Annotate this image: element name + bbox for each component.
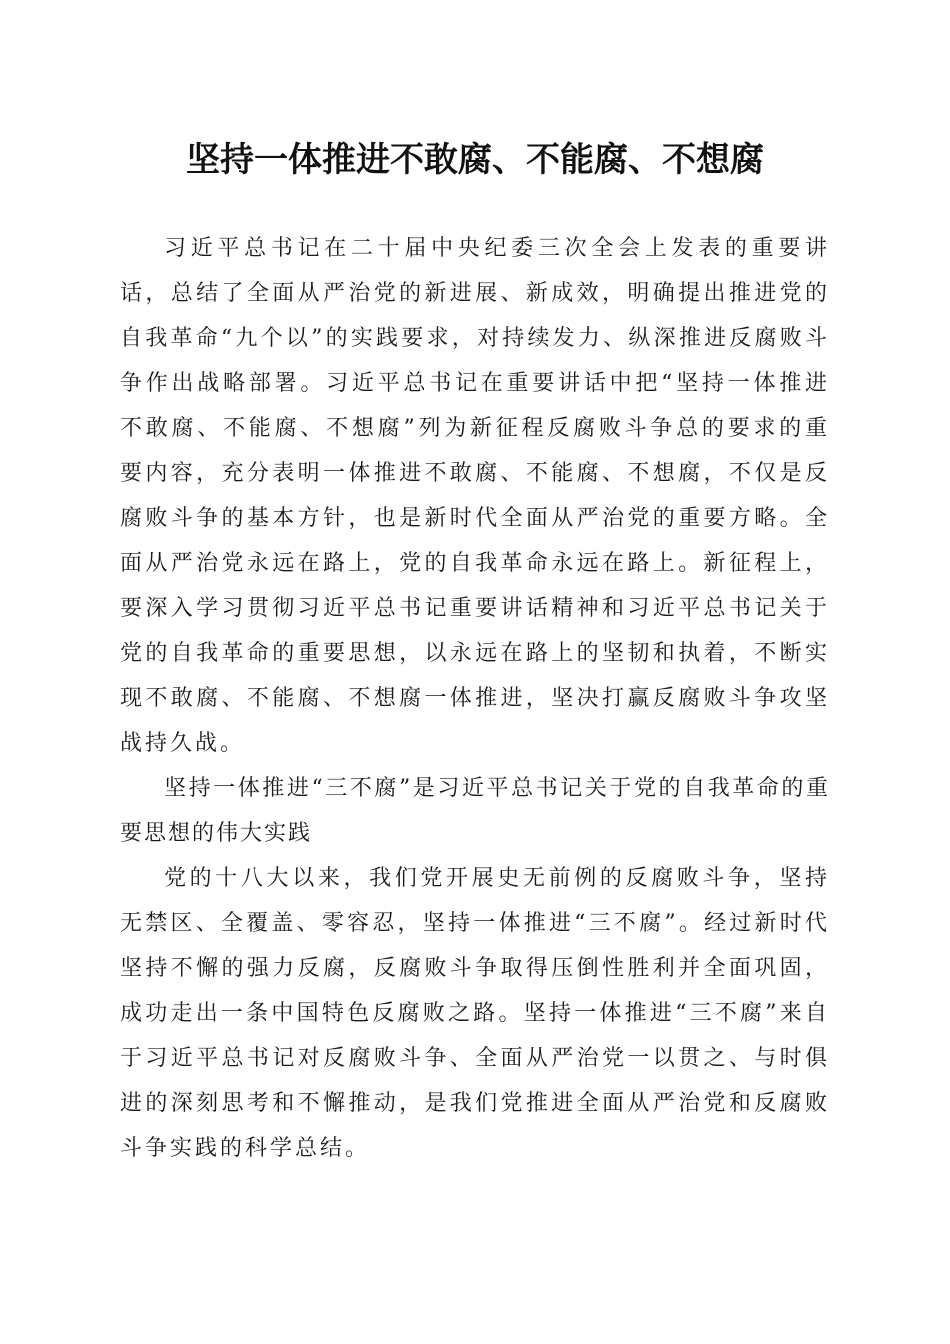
paragraph-intro: 习近平总书记在二十届中央纪委三次全会上发表的重要讲话，总结了全面从严治党的新进展、新成效，明确提出推进党的自我革命“九个以”的实践要求，对持续发力、纵深推进反腐败斗争作出战略部署。习近平总书记在重要讲话中把“坚持一体推进不敢腐、不能腐、不想腐”列为新征程反腐败斗争总的要求的重要内容，充分表明一体推进不敢腐、不能腐、不想腐，不仅是反腐败斗争的基本方针，也是新时代全面从严治党的重要方略。全面从严治党永远在路上，党的自我革命永远在路上。新征程上，要深入学习贯彻习近平总书记重要讲话精神和习近平总书记关于党的自我革命的重要思想，以永远在路上的坚韧和执着，不断实现不敢腐、不能腐、不想腐一体推进，坚决打赢反腐败斗争攻坚战持久战。 bbox=[120, 236, 830, 756]
paragraph-body: 党的十八大以来，我们党开展史无前例的反腐败斗争，坚持无禁区、全覆盖、零容忍，坚持一体推进“三不腐”。经过新时代坚持不懈的强力反腐，反腐败斗争取得压倒性胜利并全面巩固，成功走出一条中国特色反腐败之路。坚持一体推进“三不腐”来自于习近平总书记对反腐败斗争、全面从严治党一以贯之、与时俱进的深刻思考和不懈推动，是我们党推进全面从严治党和反腐败斗争实践的科学总结。 bbox=[120, 866, 830, 1161]
paragraph-section-heading: 坚持一体推进“三不腐”是习近平总书记关于党的自我革命的重要思想的伟大实践 bbox=[120, 776, 830, 846]
document-body bbox=[120, 226, 830, 1171]
document-title: 坚持一体推进不敢腐、不能腐、不想腐 bbox=[186, 140, 764, 180]
